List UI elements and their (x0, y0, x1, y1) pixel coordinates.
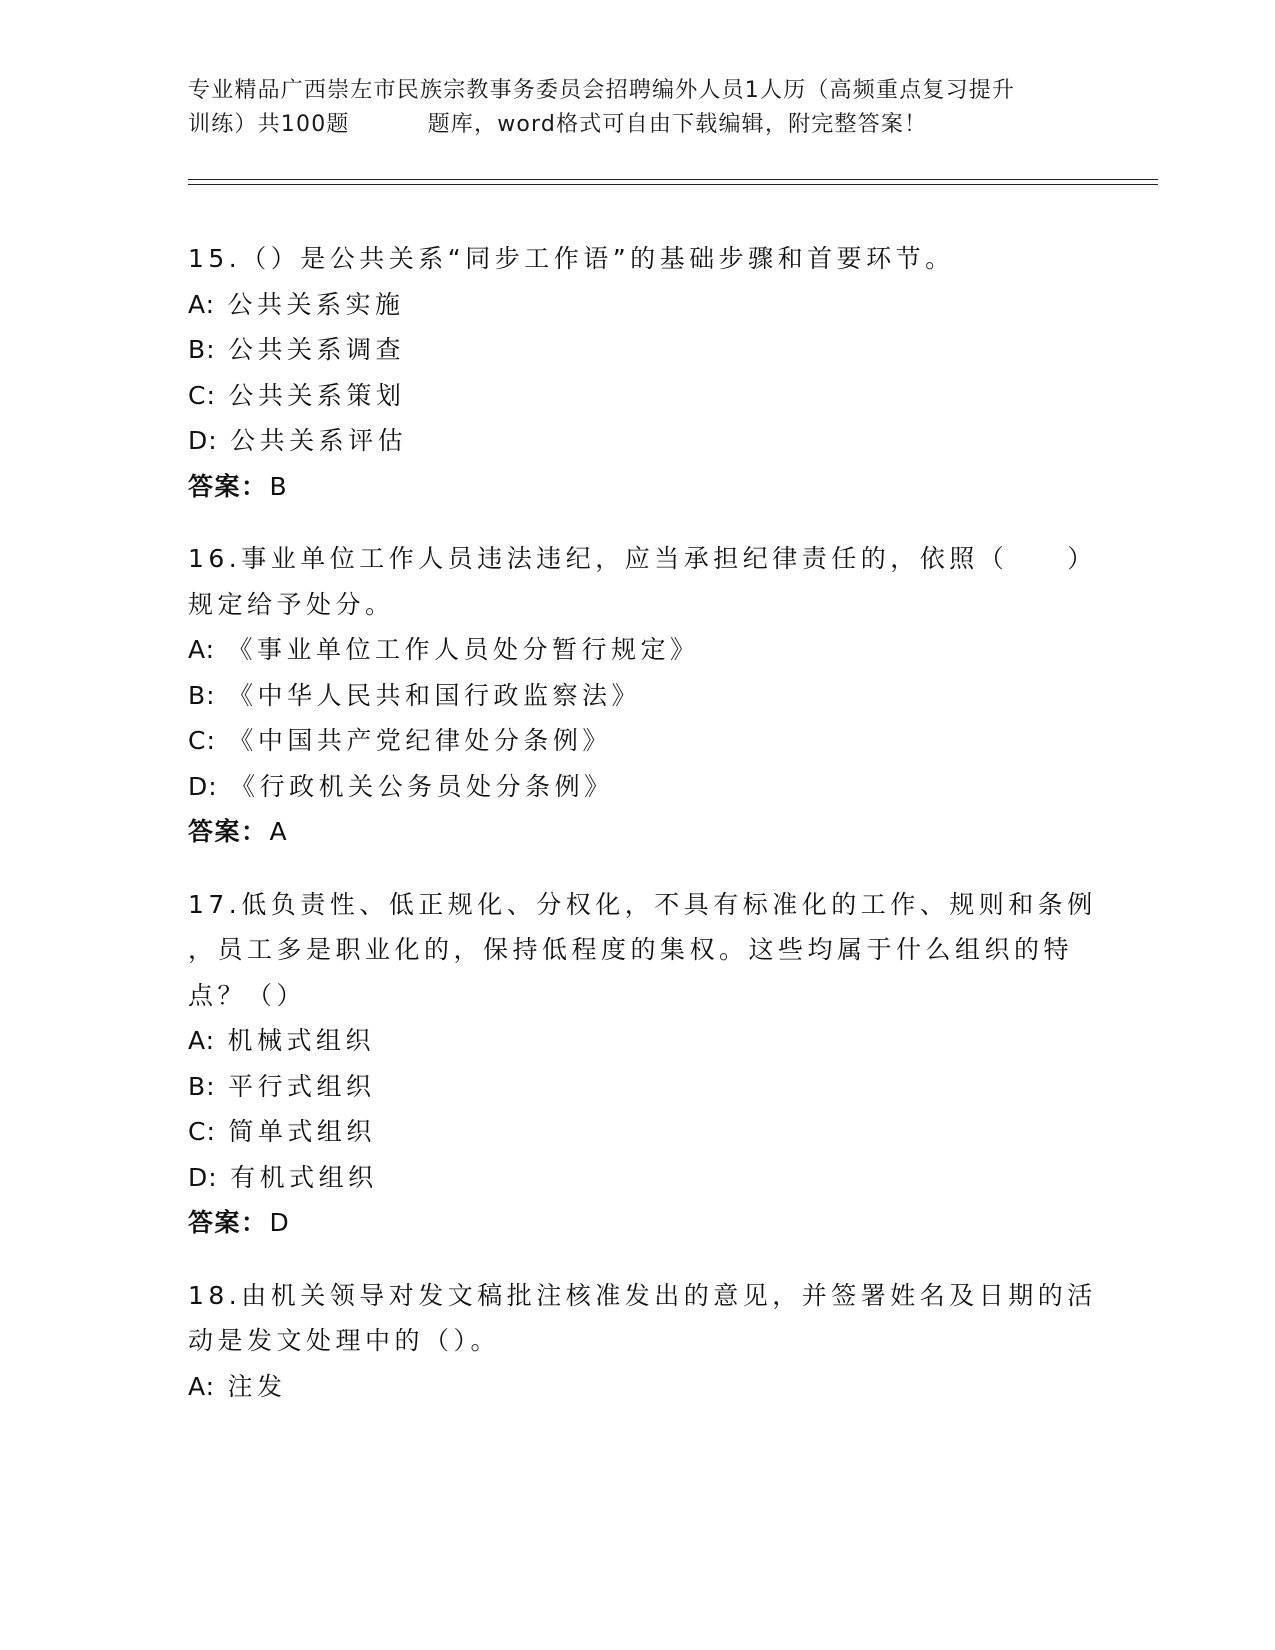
option-text: 公共关系策划 (228, 380, 406, 410)
option-text: 注发 (227, 1371, 287, 1401)
option-a (188, 627, 1088, 673)
question-text (188, 236, 1088, 282)
question-text (188, 1273, 1097, 1364)
option-text: 《中华人民共和国行政监察法》 (228, 680, 642, 710)
option-text: 《行政机关公务员处分条例》 (230, 771, 614, 801)
option-text: 公共关系调查 (228, 335, 406, 364)
question-text (188, 882, 1097, 1019)
option-b (188, 327, 1088, 373)
question-text-line: ，员工多是职业化的，保持低程度的集权。这些均属于什么组织的特 (188, 935, 1074, 964)
option-letter: D: (188, 1162, 218, 1192)
answer-line (188, 464, 1088, 510)
option-a (188, 1018, 1088, 1064)
option-text: 公共关系评估 (230, 426, 408, 455)
answer-label: 答案： (188, 817, 268, 846)
question-15 (188, 236, 1088, 509)
option-d (188, 1155, 1088, 1201)
option-letter: D: (188, 771, 218, 801)
option-c (188, 718, 1088, 764)
question-18 (188, 1273, 1097, 1410)
option-c (188, 373, 1088, 419)
option-letter: D: (188, 426, 218, 455)
option-text: 《中国共产党纪律处分条例》 (228, 726, 612, 755)
question-16 (188, 536, 1097, 855)
question-text-line: 15.（）是公共关系“同步工作语”的基础步骤和首要环节。 (188, 244, 955, 273)
option-letter: B: (188, 1071, 216, 1101)
option-text: 有机式组织 (230, 1162, 378, 1192)
header-divider-top (188, 179, 1158, 180)
question-list (188, 236, 1097, 1436)
option-b (188, 1064, 1088, 1110)
answer-label: 答案： (188, 471, 268, 501)
question-text-line: 动是发文处理中的（）。 (188, 1326, 501, 1355)
option-letter: C: (188, 726, 216, 755)
header-title-line-2-part-b: 题库，word格式可自由下载编辑，附完整答案！ (427, 112, 928, 137)
header-title-line-2 (188, 108, 1088, 142)
option-text: 机械式组织 (227, 1026, 376, 1055)
option-text: 简单式组织 (228, 1117, 376, 1146)
answer-line (188, 1200, 1088, 1246)
question-text-line: 规定给予处分。 (188, 589, 395, 619)
answer-value: A (269, 817, 289, 846)
option-a (188, 1364, 1088, 1410)
option-a (188, 282, 1088, 328)
option-letter: A: (188, 1026, 216, 1055)
option-letter: A: (188, 635, 216, 664)
option-letter: B: (188, 335, 216, 364)
option-text: 《事业单位工作人员处分暂行规定》 (227, 635, 700, 664)
question-text-line: 18.由机关领导对发文稿批注核准发出的意见，并签署姓名及日期的活 (188, 1280, 1097, 1310)
answer-label: 答案： (188, 1208, 268, 1237)
question-text-line: 点？（） (188, 980, 307, 1010)
option-b (188, 673, 1088, 719)
option-letter: A: (188, 1371, 216, 1401)
option-d (188, 764, 1088, 810)
answer-line (188, 809, 1088, 855)
option-letter: C: (188, 1117, 216, 1146)
header-title-line-2-part-a: 训练）共100题 (188, 112, 350, 137)
option-text: 平行式组织 (228, 1071, 376, 1101)
question-text-line: 16.事业单位工作人员违法违纪，应当承担纪律责任的，依照（ ） (188, 544, 1097, 573)
option-letter: A: (188, 289, 216, 319)
question-text (188, 536, 1097, 627)
header-divider-bottom (188, 184, 1158, 185)
option-text: 公共关系实施 (227, 289, 405, 319)
question-text-line: 17.低负责性、低正规化、分权化，不具有标准化的工作、规则和条例 (188, 889, 1097, 919)
header-title-line-1: 专业精品广西崇左市民族宗教事务委员会招聘编外人员1人历（高频重点复习提升 (188, 78, 1016, 103)
answer-value: B (269, 471, 289, 501)
document-header (188, 74, 1088, 142)
option-d (188, 418, 1088, 464)
answer-value: D (269, 1208, 291, 1237)
header-gap (350, 108, 428, 142)
question-17 (188, 882, 1097, 1246)
option-letter: C: (188, 380, 216, 410)
option-c (188, 1109, 1088, 1155)
option-letter: B: (188, 680, 216, 710)
